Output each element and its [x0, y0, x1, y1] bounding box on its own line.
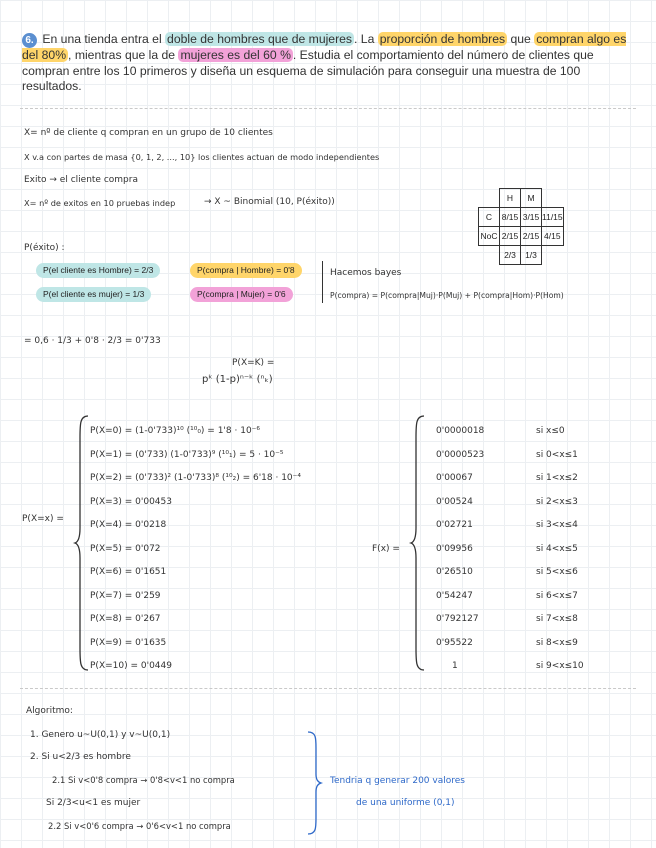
cdf-value: 0'792127 — [436, 614, 479, 624]
algorithm-step-2-2: 2.2 Si v<0'6 compra → 0'6<v<1 no compra — [48, 821, 231, 831]
algorithm-step-2: 2. Si u<2/3 es hombre — [30, 752, 131, 762]
divider-bottom — [20, 688, 636, 689]
table-cell — [479, 246, 500, 265]
note-line-4a: X= nº de exitos en 10 pruebas indep — [24, 198, 176, 208]
pmf-general-formula: pᵏ (1-p)ⁿ⁻ᵏ (ⁿₖ) — [202, 374, 273, 385]
cdf-condition: si 6<x≤7 — [536, 590, 578, 601]
pmf-row: P(X=6) = 0'1651 — [90, 567, 167, 577]
pill-hombre: P(el cliente es Hombre) = 2/3 — [36, 263, 160, 278]
bayes-divider — [322, 261, 323, 303]
cdf-condition: si 4<x≤5 — [536, 543, 578, 554]
note-line-4b: → X ~ Binomial (10, P(éxito)) — [204, 197, 335, 207]
algorithm-brace — [306, 730, 322, 836]
algorithm-note-1: Tendria q generar 200 valores — [330, 776, 465, 786]
algorithm-step-1: 1. Genero u~U(0,1) y v~U(0,1) — [30, 730, 171, 740]
table-cell: 4/15 — [542, 227, 564, 246]
table-cell — [542, 246, 564, 265]
cdf-condition: si 8<x≤9 — [536, 637, 578, 648]
table-cell: C — [479, 208, 500, 227]
pmf-row: P(X=1) = (0'733) (1-0'733)⁹ (¹⁰₁) = 5 · 10⁻⁵ — [90, 449, 284, 460]
table-cell: 11/15 — [542, 208, 564, 227]
highlight-doble: doble de hombres que de mujeres — [167, 32, 353, 46]
cdf-condition: si 2<x≤3 — [536, 496, 578, 507]
pill-compra-mujer: P(compra | Mujer) = 0'6 — [190, 287, 293, 302]
pmf-row: P(X=0) = (1-0'733)¹⁰ (¹⁰₀) = 1'8 · 10⁻⁶ — [90, 426, 261, 436]
problem-text-1: En una tienda entra el — [42, 32, 166, 46]
table-cell — [479, 189, 500, 208]
table-row — [479, 208, 564, 227]
cdf-value: 0'26510 — [436, 567, 473, 577]
cdf-brace — [410, 414, 426, 672]
cdf-condition: si 0<x≤1 — [536, 449, 578, 460]
table-cell: M — [521, 189, 542, 208]
pmf-row: P(X=2) = (0'733)² (1-0'733)⁸ (¹⁰₂) = 6'18 · 10⁻⁴ — [90, 473, 302, 483]
algorithm-note-2: de una uniforme (0,1) — [356, 798, 455, 808]
pmf-row: P(X=4) = 0'0218 — [90, 520, 167, 530]
note-line-3: Exito → el cliente compra — [24, 175, 138, 185]
cdf-value: 0'54247 — [436, 590, 473, 601]
pmf-row: P(X=8) = 0'267 — [90, 614, 161, 624]
problem-text-5: . Estudia el comportamiento del número de clientes que compran entre los 10 primeros y diseña un esquema de simulación para conseguir una muestra de 100 resultados. — [22, 48, 594, 93]
problem-text-4: , mientras que la de — [68, 48, 179, 62]
pmf-row: P(X=7) = 0'259 — [90, 590, 161, 601]
pmf-row: P(X=9) = 0'1635 — [90, 637, 167, 648]
cdf-value: 0'00524 — [436, 496, 473, 507]
table-cell — [542, 189, 564, 208]
cdf-value: 1 — [452, 661, 458, 671]
algorithm-step-mujer: Si 2/3<u<1 es mujer — [46, 798, 141, 808]
p-exito-result: = 0,6 · 1/3 + 0'8 · 2/3 = 0'733 — [24, 336, 161, 346]
problem-number: 6. — [22, 33, 37, 48]
cdf-value: 0'00067 — [436, 473, 473, 483]
pmf-row: P(X=5) = 0'072 — [90, 543, 161, 554]
table-cell: 1/3 — [521, 246, 542, 265]
note-line-1: X= nº de cliente q compran en un grupo de 10 clientes — [24, 128, 273, 138]
cdf-condition: si 1<x≤2 — [536, 473, 578, 483]
pmf-row: P(X=3) = 0'00453 — [90, 496, 172, 507]
table-cell: NoC — [479, 227, 500, 246]
table-cell: 8/15 — [500, 208, 521, 227]
bayes-formula: P(compra) = P(compra|Muj)·P(Muj) + P(compra|Hom)·P(Hom) — [330, 291, 564, 300]
table-cell: H — [500, 189, 521, 208]
highlight-mujeres: mujeres es del 60 % — [180, 48, 291, 62]
cdf-condition: si 9<x≤10 — [536, 661, 584, 671]
highlight-proporcion: proporción de hombres — [379, 32, 506, 46]
cdf-value: 0'95522 — [436, 637, 473, 648]
algorithm-step-2-1: 2.1 Si v<0'8 compra → 0'8<v<1 no compra — [52, 775, 235, 785]
table-row — [479, 246, 564, 265]
cdf-condition: si 7<x≤8 — [536, 614, 578, 624]
pmf-heading: P(X=K) = — [232, 358, 275, 368]
bayes-label: Hacemos bayes — [330, 268, 402, 278]
pmf-brace — [74, 414, 90, 672]
cdf-value: 0'0000523 — [436, 449, 485, 460]
pill-mujer: P(el cliente es mujer) = 1/3 — [36, 287, 151, 302]
divider-top — [20, 108, 636, 109]
table-header-row — [479, 189, 564, 208]
pmf-label: P(X=x) = — [22, 514, 64, 524]
contingency-table — [478, 188, 564, 265]
pill-compra-hombre: P(compra | Hombre) = 0'8 — [190, 263, 302, 278]
highlight-compran: compran algo es del 80% — [22, 32, 627, 62]
cdf-value: 0'02721 — [436, 520, 473, 530]
cdf-label: F(x) = — [372, 544, 400, 554]
problem-text-2: . La — [354, 32, 378, 46]
table-row — [479, 227, 564, 246]
problem-statement — [22, 32, 634, 95]
table-cell: 3/15 — [521, 208, 542, 227]
table-cell: 2/15 — [500, 227, 521, 246]
p-exito-label: P(éxito) : — [24, 243, 65, 253]
cdf-value: 0'0000018 — [436, 426, 485, 436]
cdf-condition: si 3<x≤4 — [536, 520, 578, 530]
problem-text-3: que — [507, 32, 535, 46]
cdf-condition: si x≤0 — [536, 426, 565, 436]
table-cell: 2/15 — [521, 227, 542, 246]
cdf-value: 0'09956 — [436, 543, 473, 554]
table-cell: 2/3 — [500, 246, 521, 265]
pmf-row: P(X=10) = 0'0449 — [90, 661, 172, 671]
algorithm-title: Algoritmo: — [26, 706, 73, 716]
cdf-condition: si 5<x≤6 — [536, 567, 578, 577]
note-line-2: X v.a con partes de masa {0, 1, 2, ..., 10} los clientes actuan de modo independientes — [24, 152, 380, 162]
